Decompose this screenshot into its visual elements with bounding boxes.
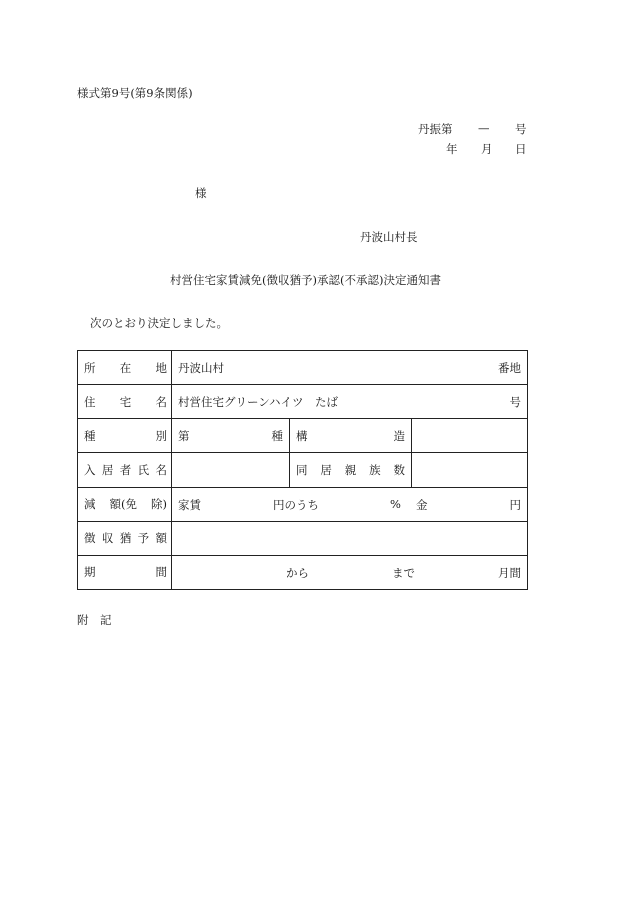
notice-table: [77, 350, 528, 590]
structure-label: 構 造: [290, 419, 412, 453]
date-year: 年: [446, 142, 458, 156]
reduction-percent: %: [390, 497, 401, 512]
reduction-yen: 円: [509, 498, 522, 513]
housing-value-cell: [172, 385, 528, 419]
housing-label: 住 宅 名: [78, 385, 172, 419]
reduction-yen-of: 円のうち: [273, 498, 319, 513]
appendix-label: 附 記: [77, 613, 112, 627]
table-row-location: [78, 351, 528, 385]
location-suffix: 番地: [498, 360, 522, 375]
structure-value-cell: [412, 419, 528, 453]
table-row-type: [78, 419, 528, 453]
reduction-rent: 家賃: [178, 498, 201, 513]
tenant-value-cell: [172, 453, 290, 487]
doc-number-prefix: 丹振第: [418, 122, 453, 136]
type-label: 種 別: [78, 419, 172, 453]
document-title: 村営住宅家賃減免(徴収猶予)承認(不承認)決定通知書: [170, 273, 441, 287]
household-value-cell: [412, 453, 528, 487]
doc-number-dash: —: [478, 121, 490, 135]
table-row-housing: [78, 385, 528, 419]
reduction-value-cell: [172, 487, 528, 521]
tenant-label: 入 居 者 氏 名: [78, 453, 172, 487]
period-months: 月間: [498, 566, 522, 581]
housing-value: 村営住宅グリーンハイツ たば: [178, 394, 338, 409]
period-value-cell: [172, 555, 528, 589]
table-row-period: [78, 555, 528, 589]
period-label: 期 間: [78, 555, 172, 589]
reduction-label: 減 額(免 除): [78, 487, 172, 521]
deferral-label: 徴 収 猶 予 額: [78, 521, 172, 555]
reduction-amount: 金: [416, 498, 428, 513]
date-day: 日: [515, 142, 527, 156]
table-row-deferral: [78, 521, 528, 555]
doc-number-suffix: 号: [515, 122, 527, 136]
location-value: 丹波山村: [178, 360, 224, 375]
location-value-cell: [172, 351, 528, 385]
household-label: 同 居 親 族 数: [290, 453, 412, 487]
type-value-cell: 第 種: [172, 419, 290, 453]
housing-suffix: 号: [509, 394, 522, 409]
recipient-suffix: 様: [195, 186, 207, 200]
date-month: 月: [481, 142, 493, 156]
form-number: 様式第9号(第9条関係): [77, 86, 193, 100]
table-row-tenant: [78, 453, 528, 487]
intro-text: 次のとおり決定しました。: [90, 316, 228, 330]
table-row-reduction: [78, 487, 528, 521]
period-from: から: [286, 566, 309, 581]
location-label: 所 在 地: [78, 351, 172, 385]
period-to: まで: [392, 566, 415, 581]
deferral-value-cell: [172, 521, 528, 555]
issuer: 丹波山村長: [360, 230, 418, 244]
